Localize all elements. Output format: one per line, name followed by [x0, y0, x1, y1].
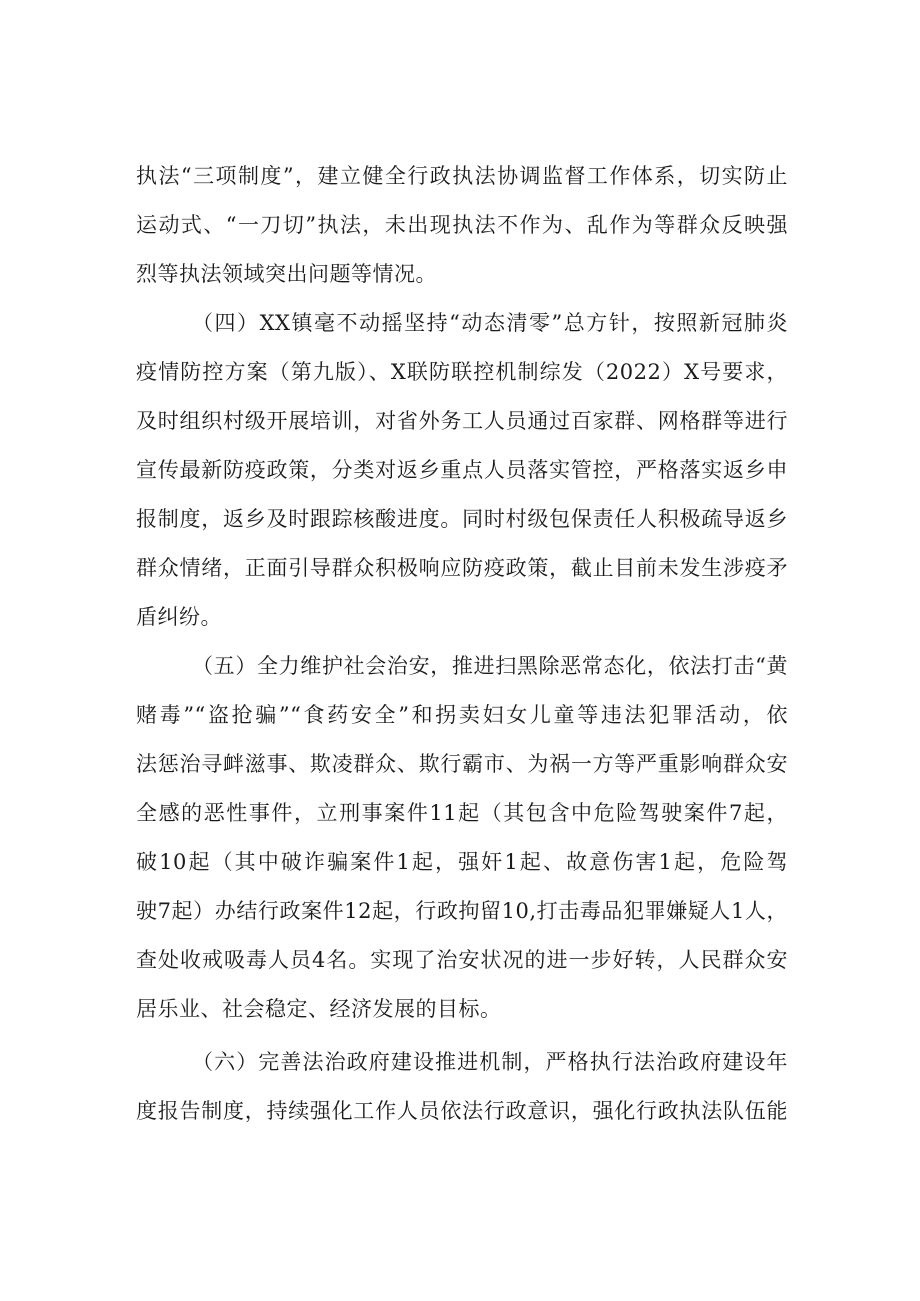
section-five-heading-line: （五）全力维护社会治安，推进扫黑除恶常态化，依法打击“黄 [192, 654, 788, 678]
paragraph-line: 赌毒”“盗抢骗”“食药安全”和拐卖妇女儿童等违法犯罪活动，依 [136, 703, 788, 727]
paragraph-line: 及时组织村级开展培训，对省外务工人员通过百家群、网格群等进行 [136, 409, 788, 433]
paragraph-line: 盾纠纷。 [136, 605, 222, 629]
paragraph-line: 运动式、“一刀切”执法，未出现执法不作为、乱作为等群众反映强 [136, 213, 788, 237]
paragraph-line: 查处收戒吸毒人员4名。实现了治安状况的进一步好转，人民群众安 [136, 948, 788, 972]
paragraph-line: 全感的恶性事件，立刑事案件11起（其包含中危险驾驶案件7起， [136, 801, 788, 825]
paragraph-line: 疫情防控方案（第九版）、X联防联控机制综发（2022）X号要求， [136, 360, 788, 384]
paragraph-line: 破10起（其中破诈骗案件1起，强奸1起、故意伤害1起，危险驾 [136, 850, 788, 874]
paragraph-line: 群众情绪，正面引导群众积极响应防疫政策，截止目前未发生涉疫矛 [136, 556, 788, 580]
paragraph-line: 居乐业、社会稳定、经济发展的目标。 [136, 997, 502, 1021]
paragraph-line: 执法“三项制度”，建立健全行政执法协调监督工作体系，切实防止 [136, 164, 788, 188]
paragraph-line: 度报告制度，持续强化工作人员依法行政意识，强化行政执法队伍能 [136, 1099, 788, 1123]
paragraph-line: 烈等执法领域突出问题等情况。 [136, 262, 437, 286]
section-four-heading-line: （四）XX镇毫不动摇坚持“动态清零”总方针，按照新冠肺炎 [192, 311, 788, 335]
section-six-heading-line: （六）完善法治政府建设推进机制，严格执行法治政府建设年 [192, 1050, 788, 1074]
paragraph-line: 法惩治寻衅滋事、欺凌群众、欺行霸市、为祸一方等严重影响群众安 [136, 752, 788, 776]
paragraph-line: 宣传最新防疫政策，分类对返乡重点人员落实管控，严格落实返乡申 [136, 458, 788, 482]
paragraph-line: 驶7起）办结行政案件12起，行政拘留10,打击毒品犯罪嫌疑人1人， [136, 899, 788, 923]
paragraph-line: 报制度，返乡及时跟踪核酸进度。同时村级包保责任人积极疏导返乡 [136, 507, 788, 531]
